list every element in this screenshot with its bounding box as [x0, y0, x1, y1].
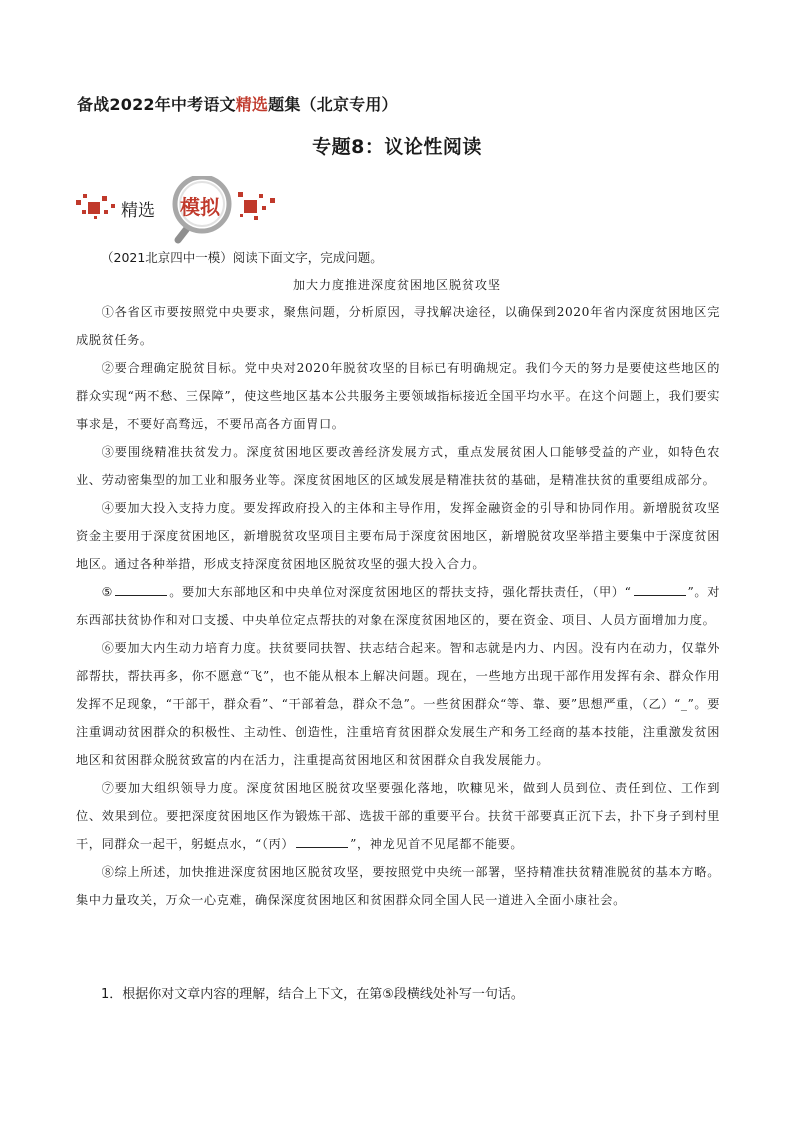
banner-left-label: 精选	[121, 201, 155, 221]
paragraph-4: ④要加大投入支持力度。要发挥政府投入的主体和主导作用，发挥金融资金的引导和协同作用。新增脱贫攻坚资金主要用于深度贫困地区，新增脱贫攻坚项目主要布局于深度贫困地区，新增脱贫攻坚举措主要集中于深度贫困地区。通过各种举措，形成支持深度贫困地区脱贫攻坚的强大投入合力。	[76, 501, 720, 571]
question-1: 1．根据你对文章内容的理解，结合上下文，在第⑤段横线处补写一句话。	[101, 987, 524, 1002]
series-title-pre: 备战2022年中考语文	[77, 95, 236, 114]
topic-title: 专题8：议论性阅读	[312, 136, 482, 158]
fill-blank-5	[115, 581, 167, 596]
paragraph-2: ②要合理确定脱贫目标。党中央对2020年脱贫攻坚的目标已有明确规定。我们今天的努力是要使这些地区的群众实现“两不愁、三保障”，使这些地区基本公共服务主要领域指标接近全国平均水平。在这个问题上，我们要实事求是，不要好高骛远，不要吊高各方面胃口。	[76, 361, 720, 431]
paragraph-7	[76, 774, 720, 858]
article-body	[76, 298, 720, 914]
paragraph-5-mid: 。要加大东部地区和中央单位对深度贫困地区的帮扶支持，强化帮扶责任，（甲）“	[169, 585, 632, 599]
series-title	[77, 92, 398, 115]
paragraph-6: ⑥要加大内生动力培育力度。扶贫要同扶智、扶志结合起来。智和志就是内力、内因。没有内在动力，仅靠外部帮扶，帮扶再多，你不愿意“飞”，也不能从根本上解决问题。现在，一些地方出现干部作用发挥有余、群众作用发挥不足现象，“干部干，群众看”、“干部着急，群众不急”。一些贫困群众“等、靠、要”思想严重，（乙）“_”。要注重调动贫困群众的积极性、主动性、创造性，注重培育贫困群众发展生产和务工经商的基本技能，注重激发贫困地区和贫困群众脱贫致富的内在活力，注重提高贫困地区和贫困群众自我发展能力。	[76, 641, 720, 767]
series-title-post: 题集（北京专用）	[268, 95, 398, 114]
section-banner	[74, 176, 284, 246]
fill-blank-jia	[634, 581, 686, 596]
series-title-highlight: 精选	[235, 95, 269, 114]
paragraph-5-pre: ⑤	[101, 585, 114, 599]
banner-right-label: 模拟	[180, 195, 220, 219]
paragraph-5	[76, 578, 720, 634]
source-line: （2021北京四中一模）阅读下面文字，完成问题。	[101, 250, 383, 265]
paragraph-8: ⑧综上所述，加快推进深度贫困地区脱贫攻坚，要按照党中央统一部署，坚持精准扶贫精准脱贫的基本方略。集中力量攻关，万众一心克难，确保深度贫困地区和贫困群众同全国人民一道进入全面小康社会。	[76, 865, 720, 907]
paragraph-1: ①各省区市要按照党中央要求，聚焦问题，分析原因，寻找解决途径，以确保到2020年省内深度贫困地区完成脱贫任务。	[76, 305, 720, 347]
paragraph-5-post: ”。对东西部扶贫协作和对口支援、中央单位定点帮扶的对象在深度贫困地区的，要在资金、项目、人员方面增加力度。	[76, 585, 720, 627]
article-title: 加大力度推进深度贫困地区脱贫攻坚	[292, 278, 501, 292]
banner-decoration-icon	[74, 176, 284, 246]
paragraph-7-post: ”，神龙见首不见尾都不能要。	[350, 837, 524, 851]
paragraph-7-pre: ⑦要加大组织领导力度。深度贫困地区脱贫攻坚要强化落地，吹糠见米，做到人员到位、责任到位、工作到位、效果到位。要把深度贫困地区作为锻炼干部、选拔干部的重要平台。扶贫干部要真正沉下去，扑下身子到村里干，同群众一起干，躬蜓点水，“（丙）	[76, 781, 720, 851]
paragraph-3: ③要围绕精准扶贫发力。深度贫困地区要改善经济发展方式，重点发展贫困人口能够受益的产业，如特色农业、劳动密集型的加工业和服务业等。深度贫困地区的区域发展是精准扶贫的基础，是精准扶贫的重要组成部分。	[76, 445, 720, 487]
fill-blank-bing	[296, 833, 348, 848]
